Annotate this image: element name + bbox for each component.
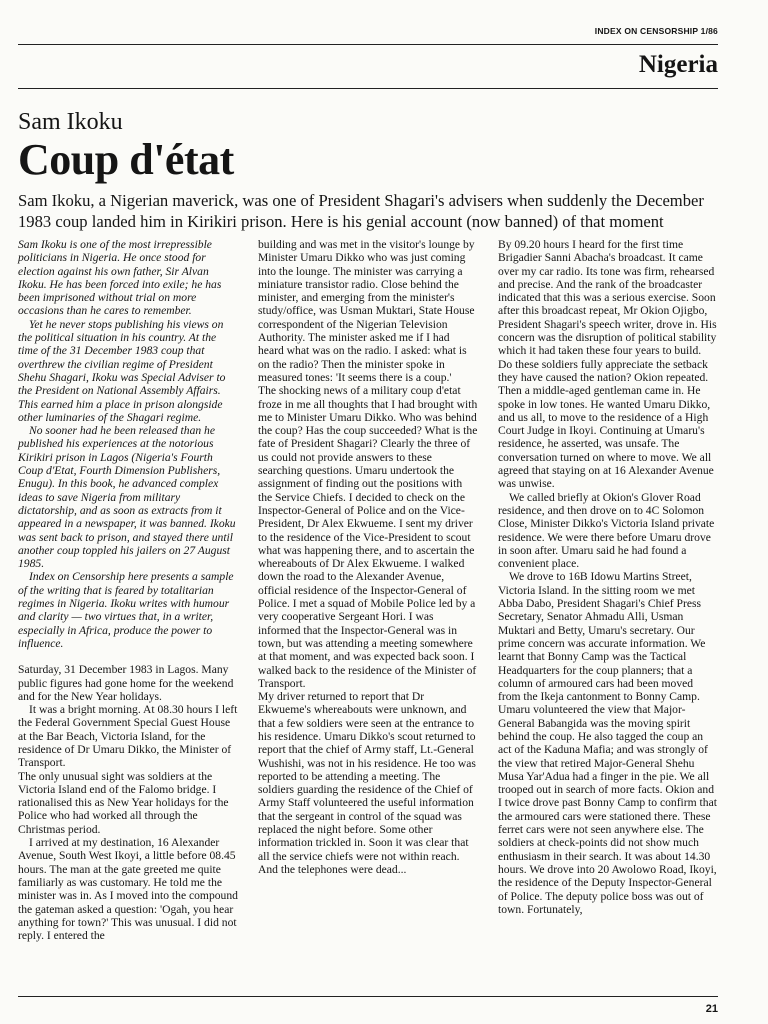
section-rule: [18, 88, 718, 89]
author-name: Sam Ikoku: [18, 109, 123, 135]
column-3: [498, 238, 718, 916]
intro-paragraph: No sooner had he been released than he published his experiences at the notorious Kirikiri prison in Lagos (Nigeria's Fourth Coup d'Etat, Fourth Dimension Publishers, Enugu). In this book, he advanced complex ideas to save Nigeria from military dictatorship, and as soon as extracts from it appeared in a newspaper, it was banned. Ikoku was sent back to prison, and stayed there until another coup toppled his jailers on 27 August 1985.: [18, 424, 236, 571]
column-1: [18, 238, 238, 942]
body-paragraph: It was a bright morning. At 08.30 hours I left the Federal Government Special Guest House at the Bar Beach, Victoria Island, for the residence of Dr Umaru Dikko, the Minister of Transport.: [18, 703, 238, 770]
footer-rule: [18, 996, 718, 997]
standfirst: Sam Ikoku, a Nigerian maverick, was one of President Shagari's advisers when suddenly the December 1983 coup landed him in Kirikiri prison. Here is his genial account (now banned) of that moment: [18, 191, 704, 231]
column-2: [258, 238, 478, 876]
intro-paragraph: Sam Ikoku is one of the most irrepressible politicians in Nigeria. He once stood for election against his own father, Sir Alvan Ikoku. He has been forced into exile; he has been imprisoned without trial on more occasions than he cares to remember.: [18, 238, 222, 318]
article-body: [18, 238, 718, 990]
running-head: INDEX ON CENSORSHIP 1/86: [594, 26, 718, 36]
body-paragraph: We drove to 16B Idowu Martins Street, Victoria Island. In the sitting room we met Abba Dabo, President Shagari's Chief Press Secretary, Senator Ahmadu Alli, Usman Muktari and Betty, Umaru's secretary. Our prime concern was accurate information. We learnt that Bonny Camp was the Tactical Headquarters for the coup planners; that a column of armoured cars had been moved from the Ikeja cantonment to Bonny Camp. Umaru volunteered the view that Major-General Babangida was the moving spirit behind the coup. He also tagged the coup an act of the Kaduna Mafia; and was strongly of the view that retired Major-General Shehu Musa Yar'Adua had a finger in the pie. We all trooped out in search of more facts. Okion and I twice drove past Bonny Camp to confirm that the armoured cars were stationed there. These ferret cars were not seen anywhere else. The soldiers at check-points did not show much enthusiasm in their search. It was about 14.30 hours. We drove into 20 Awolowo Road, Ikoyi, the residence of the Deputy Inspector-General of Police. The deputy police boss was out of town. Fortunately,: [498, 570, 717, 916]
body-paragraph: I arrived at my destination, 16 Alexander Avenue, South West Ikoyi, a little before 08.45 hours. The man at the gate greeted me quite familiarly as was customary. He told me the minister was in. As I moved into the compound the gateman asked a question: 'Ogah, you hear anything for town?' This was unusual. I did not reply. I entered the: [18, 836, 238, 943]
page-number: 21: [705, 1003, 718, 1015]
intro-paragraph: Index on Censorship here presents a sample of the writing that is feared by totalitarian regimes in Nigeria. Ikoku writes with humour and clarity — two virtues that, in a writer, especially in Africa, produce the power to influence.: [18, 570, 234, 650]
page: [18, 0, 718, 1024]
body-paragraph: By 09.20 hours I heard for the first time Brigadier Sanni Abacha's broadcast. It came over my car radio. Its tone was firm, rehearsed and precise. And the rank of the broadcaster indicated that this was a serious exercise. Soon after this broadcast repeat, Mr Okion Ojigbo, President Shagari's speech writer, drove in. His concern was the disruption of political stability which it had taken these four years to build. Do these soldiers fully appreciate the setback they have caused the nation? Okion repeated. Then a middle-aged gentleman came in. He spoke in low tones. He wanted Umaru Dikko, and us all, to move to the residence of a High Court Judge in Ikoyi. Continuing at Umaru's residence, he asserted, was unsafe. The conversation turned on where to move. We all agreed that staying on at 16 Alexander Avenue was unwise.: [498, 238, 717, 491]
article-title: Coup d'état: [18, 135, 234, 184]
body-paragraph: We called briefly at Okion's Glover Road residence, and then drove on to 4C Solomon Close, Minister Dikko's Victoria Island private residence. We were there before Umaru drove in soon after. Umaru said he had found a convenient place.: [498, 490, 715, 571]
section-title: Nigeria: [638, 51, 718, 78]
body-paragraph: My driver returned to report that Dr Ekwueme's whereabouts were unknown, and that a few soldiers were seen at the entrance to his residence. Umaru Dikko's scout returned to report that the chief of Army staff, Lt.-General Wushishi, was not in his residence. He too was reported to be attending a meeting. The soldiers guarding the residence of the Chief of Army Staff volunteered the useful information that the sergeant in control of the squad was replaced the night before. Some other information trickled in. Soon it was clear that all the service chiefs were not within reach. And the telephones were dead...: [258, 690, 476, 876]
intro-paragraph: Yet he never stops publishing his views on the political situation in his country. At the time of the 31 December 1983 coup that overthrew the civilian regime of President Shehu Shagari, Ikoku was Special Adviser to the President on National Assembly Affairs. This earned him a place in prison alongside other luminaries of the Shagari regime.: [18, 317, 226, 424]
header-rule: [18, 44, 718, 45]
body-paragraph: building and was met in the visitor's lounge by Minister Umaru Dikko who was just coming into the lounge. The minister was carrying a miniature transistor radio. Close behind the minister, and emerging from the minister's study/office, was Usman Muktari, State House correspondent of the Nigerian Television Authority. The minister asked me if I had heard what was on the radio. I asked: what is on the radio? Then the minister spoke in measured tones: 'It seems there is a coup.': [258, 238, 475, 384]
body-paragraph: Saturday, 31 December 1983 in Lagos. Many public figures had gone home for the weekend and for the New Year holidays.: [18, 663, 234, 703]
body-paragraph: The shocking news of a military coup d'etat froze in me all thoughts that I had brought with me to Minister Umaru Dikko. Who was behind the coup? Has the coup succeeded? What is the fate of President Shagari? Clearly the three of us could not provide answers to these searching questions. Umaru undertook the assignment of finding out the positions with the Service Chiefs. I decided to check on the Inspector-General of Police and on the Vice-President, Dr Alex Ekwueme. I sent my driver to the residence of the Vice-President to scout what was happening there, and to ascertain the whereabouts of Dr Alex Ekwueme. I walked down the road to the Alexander Avenue, official residence of the Inspector-General of Police. I met a squad of Mobile Police led by a very cooperative Sergeant Hori. I was informed that the Inspector-General was in town, but was attending a meeting somewhere at that moment, and was expected back soon. I walked back to the residence of the Minister of Transport.: [258, 384, 478, 690]
body-paragraph: The only unusual sight was soldiers at the Victoria Island end of the Falomo bridge. I rationalised this as New Year holidays for the Police who had worked all through the Christmas period.: [18, 769, 229, 836]
